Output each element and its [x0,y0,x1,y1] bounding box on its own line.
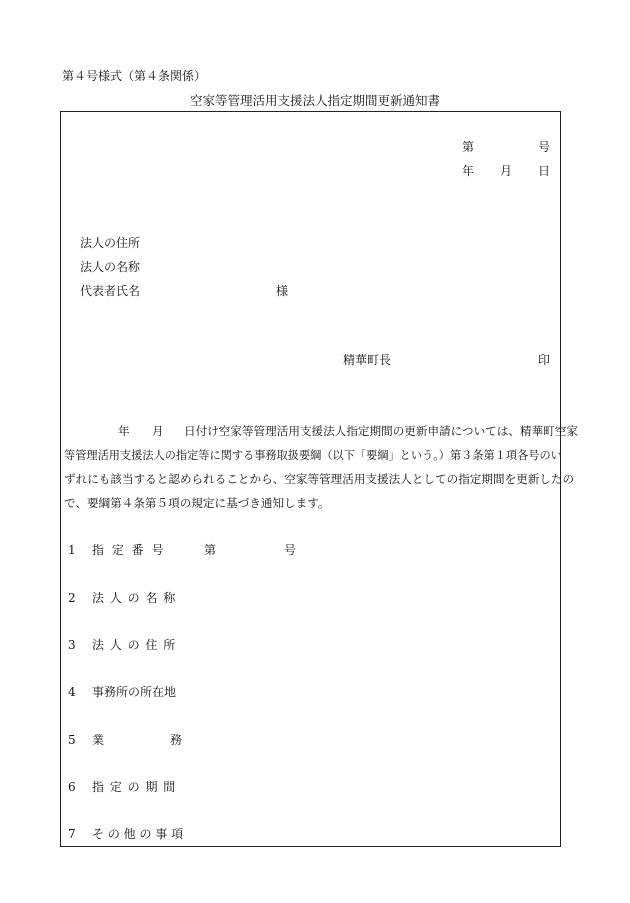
recipient-address-label: 法人の住所 [80,236,141,250]
item-6-number: 6 [68,780,76,794]
item-5-label-a: 業 [92,733,105,747]
date-month: 月 [500,164,513,178]
document-title: 空家等管理活用支援法人指定期間更新通知書 [189,93,440,108]
seal-mark: 印 [538,353,551,367]
body-line-3: ずれにも該当すると認められることから、空家等管理活用支援法人としての指定期間を更新したの [64,472,575,486]
body-date-month: 月 [152,424,164,438]
item-5-label-b: 務 [170,733,183,747]
item-2-number: 2 [68,591,76,605]
body-line-2: 等管理活用支援法人の指定等に関する事務取扱要綱（以下「要綱」という。）第３条第１項各号のい [64,449,562,462]
representative-label: 代表者氏名 [80,284,141,298]
form-number-label: 第４号様式（第４条関係） [62,69,207,83]
item-1-go: 号 [284,543,297,557]
item-3-label: 法 人 の 住 所 [92,638,177,652]
body-line-4: で、要綱第４条第５項の規定に基づき通知します。 [64,496,330,510]
item-1-label: 指 定 番 号 [92,543,166,557]
item-3-number: 3 [68,638,76,652]
honorific-sama: 様 [276,284,289,298]
date-day: 日 [538,164,551,178]
recipient-name-label: 法人の名称 [80,260,141,274]
number-dai: 第 [462,140,475,154]
item-1-dai: 第 [204,543,217,557]
body-date-year: 年 [118,424,130,438]
sender-title: 精華町長 [343,353,392,367]
body-line-1: 日付け空家等管理活用支援法人指定期間の更新申請については、精華町空家 [184,424,578,438]
item-7-number: 7 [68,827,76,841]
item-7-label: そ の 他 の 事 項 [92,827,184,841]
item-1-number: 1 [68,543,76,557]
item-4-label: 事務所の所在地 [92,685,177,699]
item-4-number: 4 [68,685,76,699]
item-2-label: 法 人 の 名 称 [92,591,177,605]
date-year: 年 [462,164,475,178]
item-6-label: 指 定 の 期 間 [92,780,177,794]
item-5-number: 5 [68,733,76,747]
number-go: 号 [538,140,551,154]
